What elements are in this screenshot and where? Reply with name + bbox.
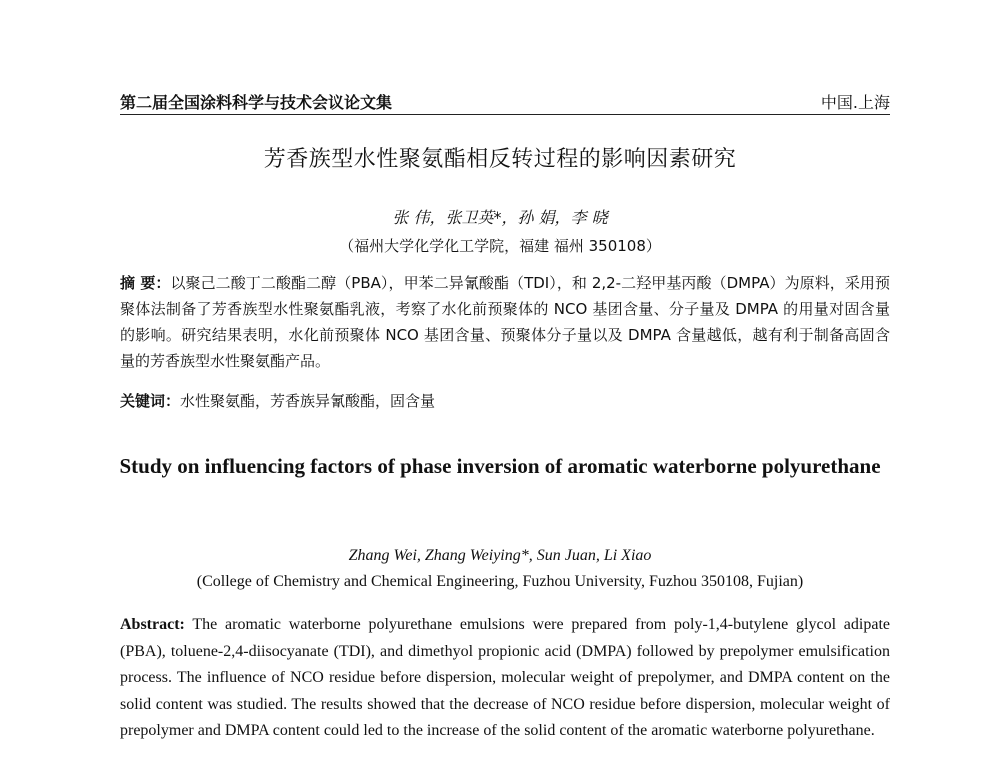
chinese-keywords-text: 水性聚氨酯，芳香族异氰酸酯，固含量 xyxy=(180,392,436,410)
english-abstract xyxy=(120,612,890,745)
chinese-authors: 张 伟，张卫英*，孙 娟，李 晓 xyxy=(392,208,608,227)
chinese-affiliation: （福州大学化学化工学院，福建 福州 350108） xyxy=(339,237,661,255)
chinese-title: 芳香族型水性聚氨酯相反转过程的影响因素研究 xyxy=(263,147,737,172)
english-affiliation: (College of Chemistry and Chemical Engineering, Fuzhou University, Fuzhou 350108, Fujian) xyxy=(196,573,804,590)
chinese-keywords xyxy=(120,390,890,411)
chinese-abstract-label: 摘 要： xyxy=(120,274,171,292)
proceedings-title: 第二届全国涂料科学与技术会议论文集 xyxy=(120,93,393,112)
conference-location: 中国.上海 xyxy=(820,93,890,112)
english-title: Study on influencing factors of phase inversion of aromatic waterborne polyurethane xyxy=(119,454,881,478)
chinese-abstract xyxy=(120,270,890,374)
chinese-keywords-label: 关键词： xyxy=(120,392,181,410)
english-abstract-text: The aromatic waterborne polyurethane emulsions were prepared from poly-1,4-butylene glycol adipate (PBA), toluene-2,4-diisocyanate (TDI), and dimethyol propionic acid (DMPA) followed by prepolymer emulsification process. The influence of NCO residue before dispersion, molecular weight of prepolymer, and DMPA content on the solid content was studied. The results showed that the decrease of NCO residue before dispersion, molecular weight of prepolymer and DMPA content could led to the increase of the solid content of the aromatic waterborne polyurethane. xyxy=(120,616,890,739)
english-authors: Zhang Wei, Zhang Weiying*, Sun Juan, Li Xiao xyxy=(348,547,652,564)
english-abstract-label: Abstract: xyxy=(120,616,185,633)
running-head xyxy=(120,88,890,115)
chinese-abstract-text: 以聚己二酸丁二酸酯二醇（PBA），甲苯二异氰酸酯（TDI），和 2,2-二羟甲基丙酸（DMPA）为原料，采用预聚体法制备了芳香族型水性聚氨酯乳液，考察了水化前预聚体的 NCO 基团含量、分子量及 DMPA 的用量对固含量的影响。研究结果表明，水化前预聚体 NCO 基团含量、预聚体分子量以及 DMPA 含量越低，越有利于制备高固含量的芳香族型水性聚氨酯产品。 xyxy=(120,274,890,370)
